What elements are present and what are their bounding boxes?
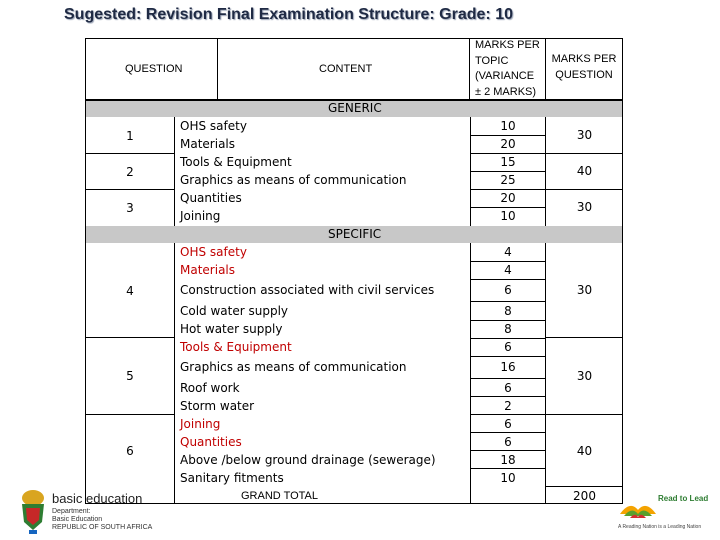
divider [85, 189, 175, 190]
topic-marks: 6 [504, 283, 512, 297]
topic-marks: 18 [500, 453, 516, 467]
question-marks: 40 [576, 164, 593, 178]
read-to-lead-logo [612, 488, 720, 536]
header-content: CONTENT [319, 63, 373, 75]
question-number: 6 [126, 444, 134, 458]
topic-marks: 15 [500, 155, 516, 169]
header-marks-per-question: MARKS PER QUESTION [551, 53, 617, 81]
basic-education-logo [6, 486, 166, 538]
question-marks: 40 [576, 444, 593, 458]
topic-marks: 4 [504, 263, 512, 277]
question-number: 4 [126, 284, 134, 298]
content-item: Roof work [180, 381, 240, 395]
content-item: Sanitary fitments [180, 471, 284, 485]
content-item: Materials [180, 137, 236, 151]
coat-of-arms-icon [16, 486, 50, 536]
question-number: 5 [126, 369, 134, 383]
content-item: Graphics as means of communication [180, 360, 407, 374]
content-item: Construction associated with civil services [180, 283, 435, 297]
content-item: Joining [180, 417, 221, 431]
question-number: 2 [126, 165, 134, 179]
logo-line: Department: [52, 508, 91, 515]
topic-marks: 2 [504, 399, 512, 413]
topic-marks: 6 [504, 340, 512, 354]
divider [545, 337, 623, 338]
divider [545, 153, 623, 154]
logo-line: Basic Education [52, 516, 103, 523]
header-question: QUESTION [125, 63, 183, 75]
topic-marks: 6 [504, 417, 512, 431]
content-item: Hot water supply [180, 322, 283, 336]
logo-name: Read to Lead [658, 494, 709, 503]
question-marks: 30 [576, 369, 593, 383]
question-number: 3 [126, 201, 134, 215]
topic-marks: 25 [500, 173, 516, 187]
content-item: OHS safety [180, 119, 247, 133]
question-marks: 30 [576, 128, 593, 142]
topic-marks: 8 [504, 322, 512, 336]
content-item: Materials [180, 263, 236, 277]
section-generic-label: GENERIC [328, 101, 382, 115]
question-marks: 30 [576, 283, 593, 297]
content-item: Above /below ground drainage (sewerage) [180, 453, 436, 467]
logo-tagline: A Reading Nation is a Leading Nation [618, 524, 702, 530]
content-item: Tools & Equipment [180, 155, 292, 169]
section-specific-label: SPECIFIC [328, 227, 382, 241]
logo-line: REPUBLIC OF SOUTH AFRICA [52, 524, 153, 531]
topic-marks: 6 [504, 435, 512, 449]
topic-marks: 10 [500, 119, 516, 133]
content-item: Graphics as means of communication [180, 173, 407, 187]
topic-marks: 16 [500, 360, 516, 374]
divider [85, 337, 175, 338]
content-item: Cold water supply [180, 304, 289, 318]
header-marks-per-topic: MARKS PER TOPIC (VARIANCE ± 2 MARKS) [475, 39, 540, 98]
grand-total-value: 200 [573, 489, 596, 503]
divider [85, 153, 175, 154]
divider [470, 356, 546, 357]
content-item: Tools & Equipment [180, 340, 292, 354]
topic-marks: 8 [504, 304, 512, 318]
topic-marks: 4 [504, 245, 512, 259]
divider [470, 279, 546, 280]
book-icon [618, 492, 658, 522]
content-item: Joining [180, 209, 221, 223]
grand-total-label: GRAND TOTAL [241, 490, 319, 502]
content-item: Quantities [180, 435, 242, 449]
page-title: Sugested: Revision Final Examination Structure: Grade: 10 [64, 6, 513, 23]
divider [85, 414, 175, 415]
content-item: Quantities [180, 191, 242, 205]
question-number: 1 [126, 129, 134, 143]
divider [545, 189, 623, 190]
logo-name: basic education [52, 491, 143, 506]
topic-marks: 20 [500, 137, 516, 151]
topic-marks: 20 [500, 191, 516, 205]
topic-marks: 6 [504, 381, 512, 395]
topic-marks: 10 [500, 209, 516, 223]
topic-marks: 10 [500, 471, 516, 485]
content-item: OHS safety [180, 245, 247, 259]
content-item: Storm water [180, 399, 255, 413]
divider [545, 414, 623, 415]
question-marks: 30 [576, 200, 593, 214]
